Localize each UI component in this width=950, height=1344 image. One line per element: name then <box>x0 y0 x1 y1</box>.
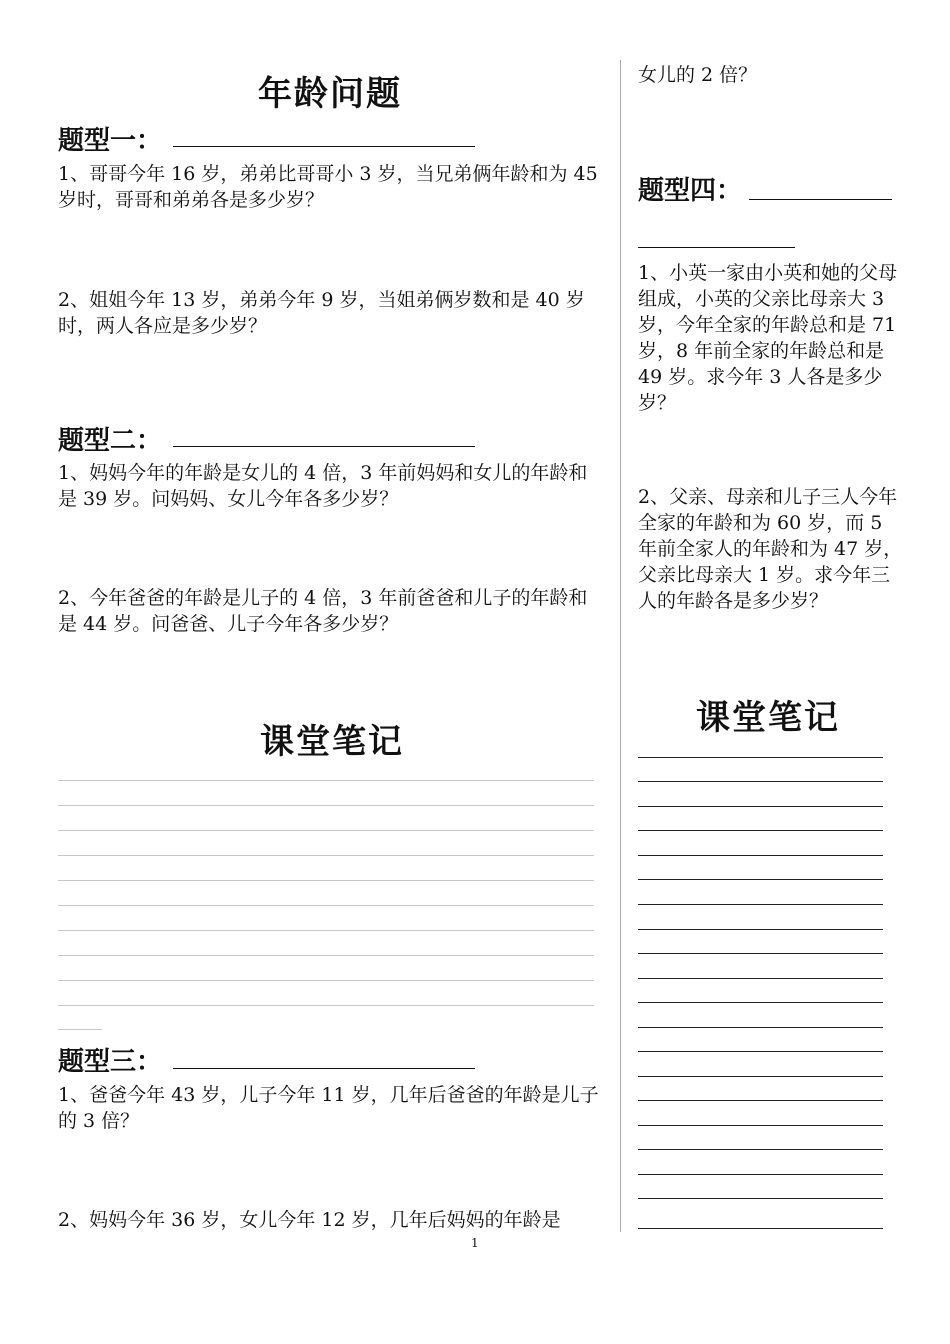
note-line <box>638 1198 883 1199</box>
note-line <box>638 1125 883 1126</box>
note-line <box>638 757 883 758</box>
note-line <box>638 904 883 905</box>
note-line <box>58 980 594 981</box>
type2-question-2: 2、今年爸爸的年龄是儿子的 4 倍，3 年前爸爸和儿子的年龄和是 44 岁。问爸爸、儿子今年各多少岁？ <box>58 587 588 635</box>
note-line <box>638 879 883 880</box>
type3-question-2: 2、妈妈今年 36 岁，女儿今年 12 岁，几年后妈妈的年龄是 <box>58 1209 561 1231</box>
type4-question-2: 2、父亲、母亲和儿子三人今年全家的年龄和为 60 岁，而 5 年前全家人的年龄和为 47 岁，父亲比母亲大 1 岁。求今年三人的年龄各是多少岁？ <box>638 486 903 612</box>
note-line <box>638 1051 883 1052</box>
note-line <box>638 1228 883 1229</box>
continuation-text: 女儿的 2 倍？ <box>638 64 758 86</box>
note-line-short <box>58 1029 102 1030</box>
type3-question-1: 1、爸爸今年 43 岁，儿子今年 11 岁，几年后爸爸的年龄是儿子的 3 倍？ <box>58 1084 599 1132</box>
note-line <box>58 955 594 956</box>
note-line <box>638 978 883 979</box>
type2-blank <box>173 446 475 447</box>
type1-blank <box>173 146 475 147</box>
type2-label: 题型二： <box>58 426 163 456</box>
note-line <box>58 855 594 856</box>
note-line <box>638 830 883 831</box>
note-line <box>58 905 594 906</box>
note-line <box>58 830 594 831</box>
note-line <box>638 1100 883 1101</box>
page-number: 1 <box>471 1236 479 1250</box>
type3-blank <box>173 1068 475 1069</box>
note-line <box>58 930 594 931</box>
notes-title-left: 课堂笔记 <box>260 722 404 762</box>
type3-label: 题型三： <box>58 1047 163 1077</box>
note-line <box>638 1027 883 1028</box>
note-line <box>638 1149 883 1150</box>
note-line <box>638 1174 883 1175</box>
type1-question-1: 1、哥哥今年 16 岁，弟弟比哥哥小 3 岁，当兄弟俩年龄和为 45 岁时，哥哥和弟弟各是多少岁？ <box>58 163 598 211</box>
type4-blank-line2 <box>638 247 795 248</box>
note-line <box>58 1005 594 1006</box>
note-line <box>58 880 594 881</box>
type4-question-1: 1、小英一家由小英和她的父母组成，小英的父亲比母亲大 3 岁，今年全家的年龄总和是 71 岁，8 年前全家的年龄总和是 49 岁。求今年 3 人各是多少岁？ <box>638 262 898 414</box>
note-line <box>58 780 594 781</box>
type2-question-1: 1、妈妈今年的年龄是女儿的 4 倍，3 年前妈妈和女儿的年龄和是 39 岁。问妈妈、女儿今年各多少岁？ <box>58 462 588 510</box>
note-line <box>638 781 883 782</box>
type1-question-2: 2、姐姐今年 13 岁，弟弟今年 9 岁，当姐弟俩岁数和是 40 岁时，两人各应是多少岁？ <box>58 289 585 337</box>
type1-label: 题型一： <box>58 126 163 156</box>
notes-title-right: 课堂笔记 <box>696 698 840 738</box>
note-line <box>638 1002 883 1003</box>
column-divider <box>620 60 621 1232</box>
type4-blank <box>749 199 892 200</box>
note-line <box>638 953 883 954</box>
page-title: 年龄问题 <box>258 74 402 114</box>
note-line <box>638 1076 883 1077</box>
note-line <box>638 929 883 930</box>
type4-label: 题型四： <box>638 176 743 206</box>
note-line <box>58 805 594 806</box>
note-line <box>638 855 883 856</box>
note-line <box>638 806 883 807</box>
